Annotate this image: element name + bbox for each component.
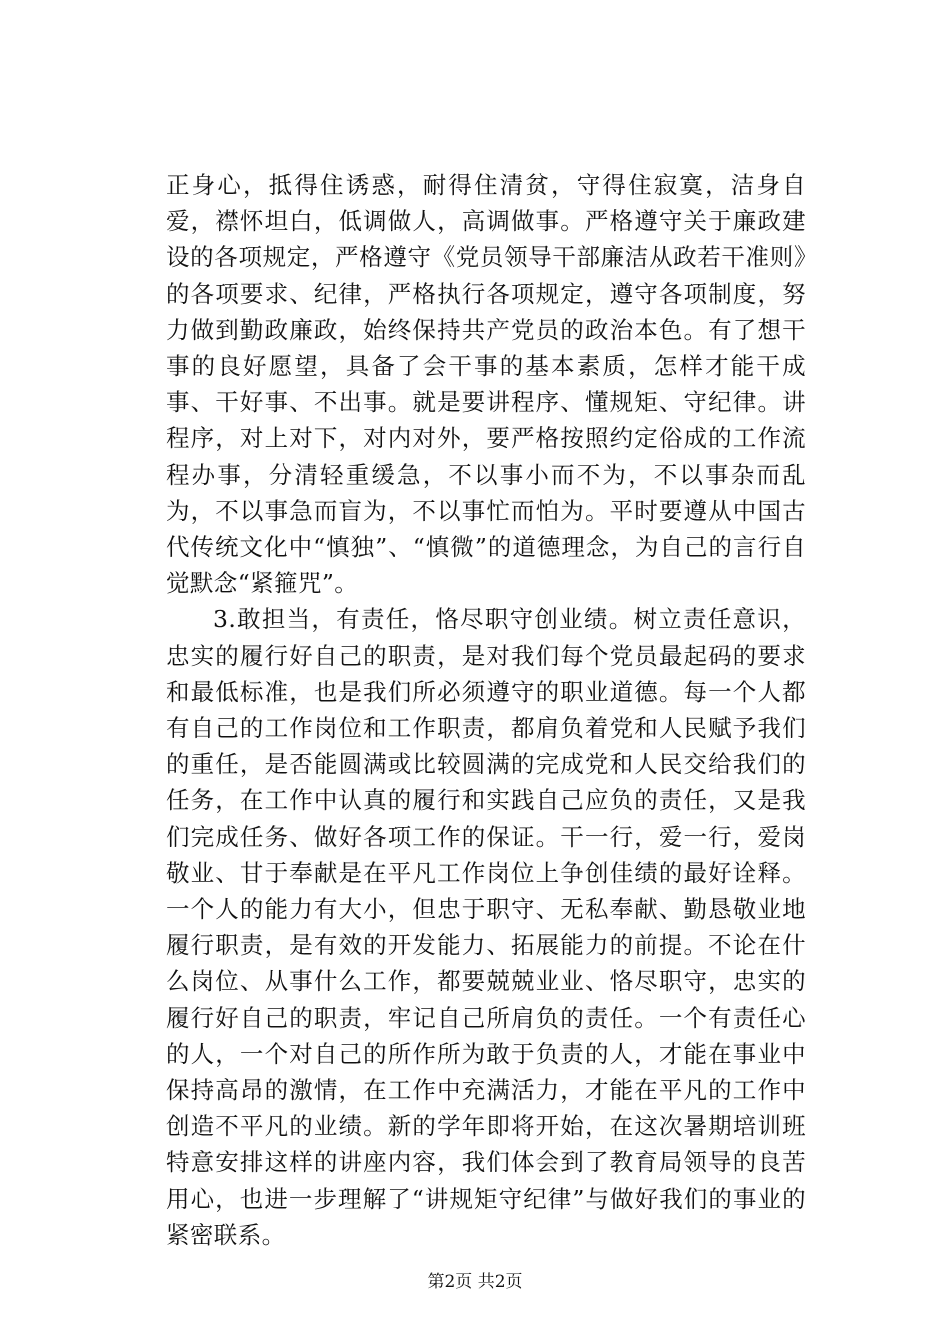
paragraph-continued: 正身心，抵得住诱惑，耐得住清贫，守得住寂寞，洁身自爱，襟怀坦白，低调做人，高调做事。严格遵守关于廉政建设的各项规定，严格遵守《党员领导干部廉洁从政若干准则》的各项要求、纪律，严格执行各项规定，遵守各项制度，努力做到勤政廉政，始终保持共产党员的政治本色。有了想干事的良好愿望，具备了会干事的基本素质，怎样才能干成事、干好事、不出事。就是要讲程序、懂规矩、守纪律。讲程序，对上对下，对内对外，要严格按照约定俗成的工作流程办事，分清轻重缓急，不以事小而不为，不以事杂而乱为，不以事急而盲为，不以事忙而怕为。平时要遵从中国古代传统文化中“慎独”、“慎微”的道德理念，为自己的言行自觉默念“紧箍咒”。	[166, 171, 806, 598]
document-body	[166, 167, 806, 1253]
paragraph-item-3: 3.敢担当，有责任，恪尽职守创业绩。树立责任意识，忠实的履行好自己的职责，是对我们每个党员最起码的要求和最低标准，也是我们所必须遵守的职业道德。每一个人都有自己的工作岗位和工作职责，都肩负着党和人民赋予我们的重任，是否能圆满或比较圆满的完成党和人民交给我们的任务，在工作中认真的履行和实践自己应负的责任，又是我们完成任务、做好各项工作的保证。干一行，爱一行，爱岗敬业、甘于奉献是在平凡工作岗位上争创佳绩的最好诠释。一个人的能力有大小，但忠于职守、无私奉献、勤恳敬业地履行职责，是有效的开发能力、拓展能力的前提。不论在什么岗位、从事什么工作，都要兢兢业业、恪尽职守，忠实的履行好自己的职责，牢记自己所肩负的责任。一个有责任心的人，一个对自己的所作所为敢于负责的人，才能在事业中保持高昂的激情，在工作中充满活力，才能在平凡的工作中创造不平凡的业绩。新的学年即将开始，在这次暑期培训班特意安排这样的讲座内容，我们体会到了教育局领导的良苦用心，也进一步理解了“讲规矩守纪律”与做好我们的事业的紧密联系。	[166, 605, 806, 1249]
page-number-footer: 第2页 共2页	[427, 1272, 523, 1292]
